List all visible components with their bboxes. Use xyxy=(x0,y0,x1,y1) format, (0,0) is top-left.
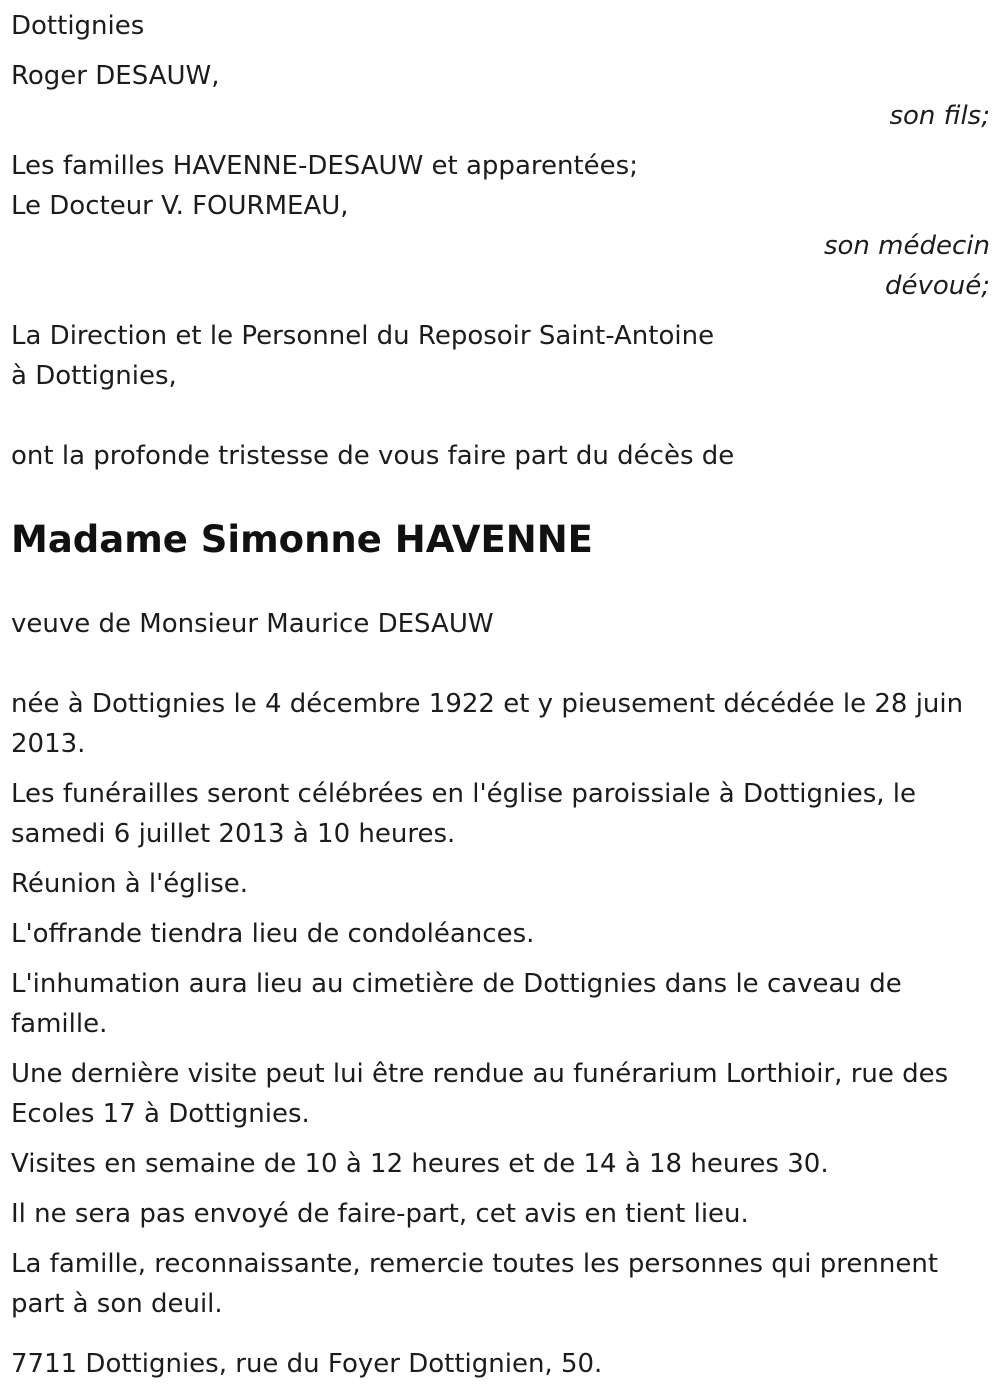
detail-thanks: La famille, reconnaissante, remercie toutes les personnes qui prennent part à son deuil. xyxy=(11,1249,939,1319)
spacer xyxy=(11,1334,990,1344)
doctor-name: Le Docteur V. FOURMEAU, xyxy=(11,191,349,221)
detail-offering: L'offrande tiendra lieu de condoléances. xyxy=(11,919,535,949)
widow-of: veuve de Monsieur Maurice DESAUW xyxy=(11,609,494,639)
son-role: son fils; xyxy=(889,101,990,131)
spacer xyxy=(11,644,990,684)
spacer xyxy=(11,136,990,146)
direction-line1: La Direction et le Personnel du Reposoir Saint-Antoine xyxy=(11,321,715,351)
spacer xyxy=(11,306,990,316)
detail-no-cards: Il ne sera pas envoyé de faire-part, cet avis en tient lieu. xyxy=(11,1199,749,1229)
spacer xyxy=(11,476,990,516)
deceased-name: Madame Simonne HAVENNE xyxy=(11,518,593,561)
spacer xyxy=(11,46,990,56)
son-name: Roger DESAUW, xyxy=(11,61,220,91)
doctor-role-line2: dévoué; xyxy=(884,271,990,301)
detail-birth-death: née à Dottignies le 4 décembre 1922 et y pieusement décédée le 28 juin 2013. xyxy=(11,689,964,759)
detail-visiting-hours: Visites en semaine de 10 à 12 heures et de 14 à 18 heures 30. xyxy=(11,1149,829,1179)
doctor-role-line1: son médecin xyxy=(823,231,990,261)
family-address: 7711 Dottignies, rue du Foyer Dottignien, 50. xyxy=(11,1349,603,1379)
place-heading: Dottignies xyxy=(11,11,145,41)
announcement-intro: ont la profonde tristesse de vous faire part du décès de xyxy=(11,441,735,471)
direction-line2: à Dottignies, xyxy=(11,361,177,391)
detail-last-visit: Une dernière visite peut lui être rendue au funérarium Lorthioir, rue des Ecoles 17 à Dottignies. xyxy=(11,1059,949,1129)
spacer xyxy=(11,564,990,604)
spacer xyxy=(11,396,990,436)
detail-meeting: Réunion à l'église. xyxy=(11,869,249,899)
families-line: Les familles HAVENNE-DESAUW et apparentées; xyxy=(11,151,638,181)
detail-funeral: Les funérailles seront célébrées en l'église paroissiale à Dottignies, le samedi 6 juillet 2013 à 10 heures. xyxy=(11,779,916,849)
detail-burial: L'inhumation aura lieu au cimetière de Dottignies dans le caveau de famille. xyxy=(11,969,902,1039)
